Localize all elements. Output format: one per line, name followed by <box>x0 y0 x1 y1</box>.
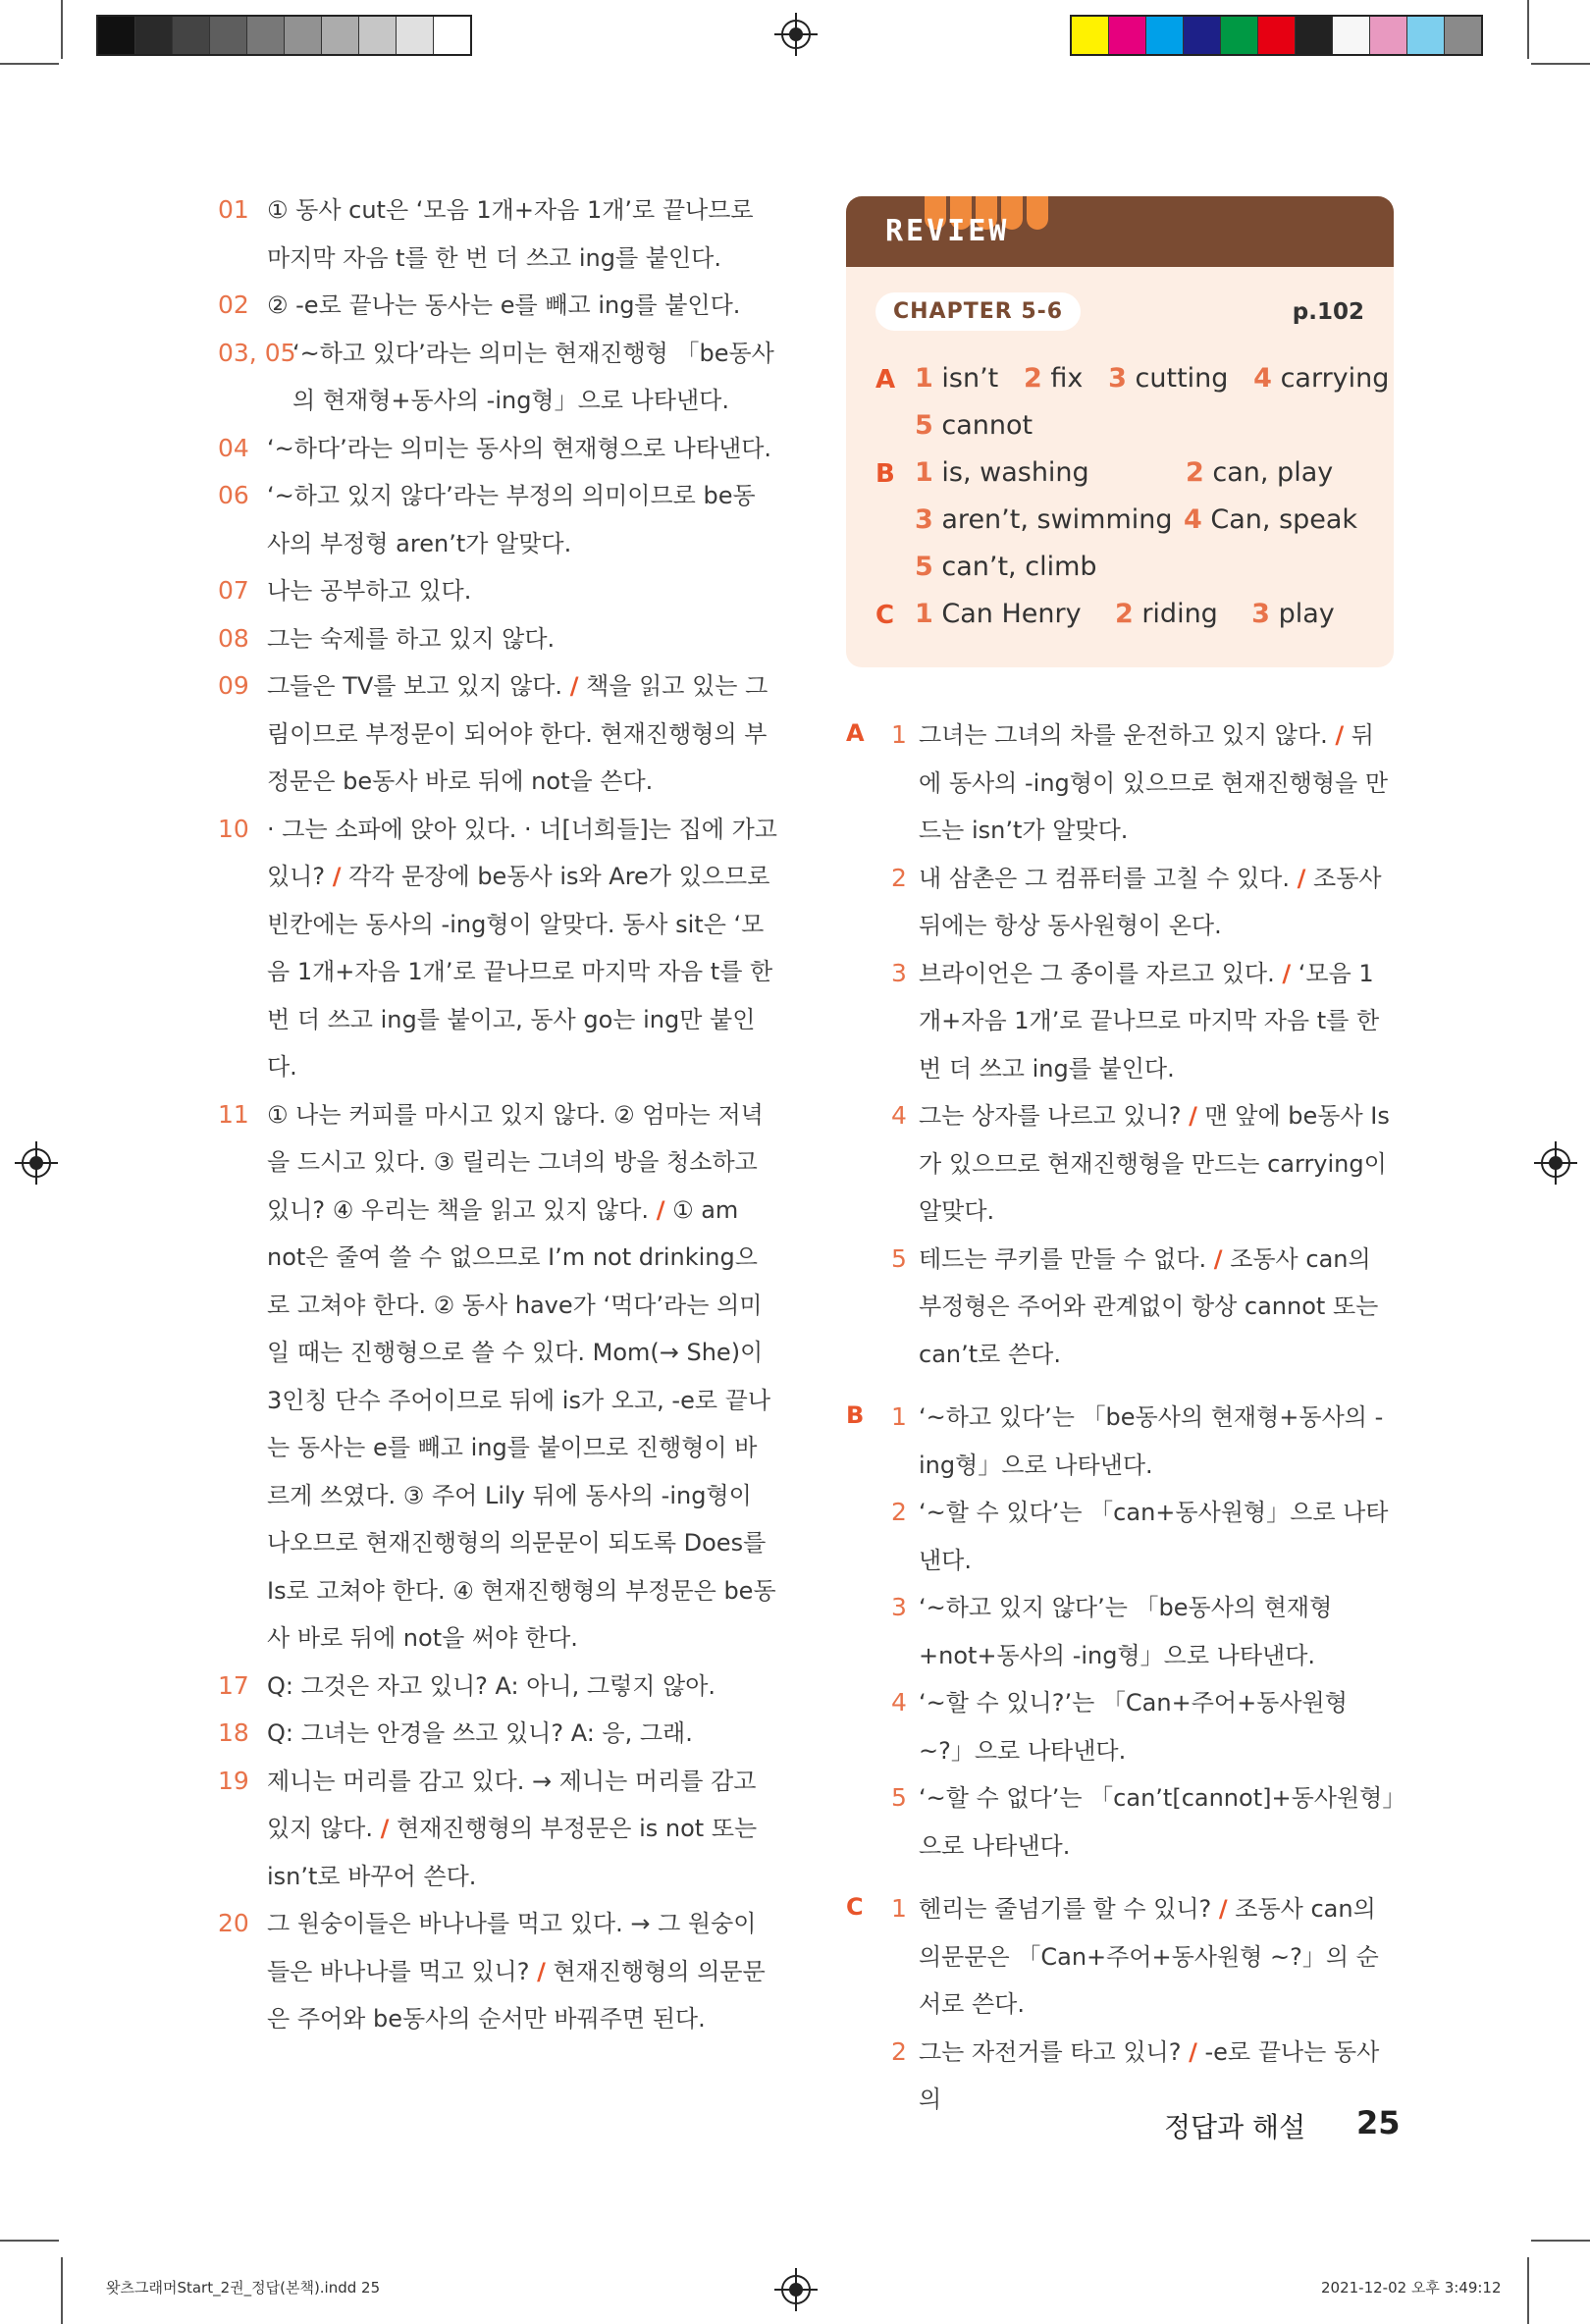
answer-text: Q: 그것은 자고 있니? A: 아니, 그렇지 않아. <box>267 1671 716 1700</box>
answer-item <box>218 806 777 1091</box>
section-letter: B <box>846 1401 865 1429</box>
review-header <box>846 196 1394 267</box>
item-number: 4 <box>891 1688 907 1717</box>
translation-text: ‘~할 수 있니?’는 「Can+주어+동사원형 ~?」으로 나타낸다. <box>919 1689 1348 1765</box>
explanation-text: 맨 앞에 be동사 Is가 있으므로 현재진행형을 만드는 carrying이 알맞다. <box>919 1102 1390 1225</box>
translation-text: 그녀는 그녀의 차를 운전하고 있지 않다. <box>919 721 1336 749</box>
page-reference: p.102 <box>1292 299 1364 325</box>
crop-mark <box>1527 0 1529 59</box>
explanation-item <box>846 1774 1396 1870</box>
explanation-item <box>846 1584 1396 1679</box>
explanation-item <box>846 855 1396 950</box>
review-answer-line: 1 Can Henry 2 riding 3 play <box>915 599 1335 629</box>
answer-number: 09 <box>218 671 249 700</box>
answer-item <box>218 186 777 282</box>
answer-number: 06 <box>218 481 249 509</box>
answer-number: 19 <box>218 1766 249 1795</box>
answer-text: Q: 그녀는 안경을 쓰고 있니? A: 응, 그래. <box>267 1719 693 1747</box>
review-section-letter: A <box>875 365 896 395</box>
review-answer-line: 5 cannot <box>915 410 1034 441</box>
footer-title: 정답과 해설 <box>1164 2111 1306 2143</box>
answer-number: 10 <box>218 814 249 843</box>
review-answer-line: 5 can’t, climb <box>915 552 1097 582</box>
explanation-text: -e로 끝나는 동사의 <box>919 2037 1380 2113</box>
registration-mark <box>781 20 811 49</box>
review-box <box>846 196 1394 667</box>
translation-text: ‘~할 수 있다’는 「can+동사원형」으로 나타낸다. <box>919 1499 1389 1574</box>
explanation-text: 현재진행형의 부정문은 is not 또는 isn’t로 바꾸어 쓴다. <box>267 1815 758 1890</box>
explanation-text: ① am not은 줄여 쓸 수 없으므로 I’m not drinking으로 고쳐야 한다. ② 동사 have가 ‘먹다’라는 의미일 때는 진행형으로 쓸 수 있다. Mom(→ She)이 3인칭 단수 주어이므로 뒤에 is가 오고, -e로 끝나는 동사는 e를 빼고 ing를 붙이므로 진행형이 바르게 쓰였다. ③ 주어 Lily 뒤에 동사의 -ing형이 나오므로 현재진행형의 의문문이 되도록 Does를 Is로 고쳐야 한다. ④ 현재진행형의 부정문은 be동사 바로 뒤에 not을 써야 한다. <box>267 1195 776 1652</box>
item-number: 5 <box>891 1783 907 1812</box>
crop-mark <box>0 63 59 65</box>
answer-item <box>218 1091 777 1663</box>
slug-filename: 왓츠그래머Start_2권_정답(본책).indd 25 <box>106 2279 381 2297</box>
explanation-item <box>846 2029 1396 2124</box>
answer-item <box>218 1710 777 1758</box>
answer-item <box>218 330 777 425</box>
slash-divider: / <box>1282 959 1292 987</box>
answer-text <box>267 662 777 806</box>
answer-text: 나는 공부하고 있다. <box>267 577 472 605</box>
slash-divider: / <box>569 672 579 700</box>
explanation-item <box>846 1394 1396 1489</box>
crop-mark <box>1531 2240 1590 2242</box>
review-answer-line: 4 Can, speak <box>1184 504 1358 535</box>
review-answer-line: 2 can, play <box>1186 457 1334 488</box>
answer-text <box>267 1900 777 2043</box>
explanation-text: 각각 문장에 be동사 is와 Are가 있으므로 빈칸에는 동사의 -ing형이 알맞다. 동사 sit은 ‘모음 1개+자음 1개’로 끝나므로 마지막 자음 t를 한 번 더 쓰고 ing를 붙이고, 동사 go는 ing만 붙인다. <box>267 863 773 1081</box>
section-letter: A <box>846 719 865 747</box>
translation-text: ‘~할 수 없다’는 「can’t[cannot]+동사원형」으로 나타낸다. <box>919 1784 1395 1860</box>
item-number: 2 <box>891 1498 907 1526</box>
slash-divider: / <box>1335 721 1345 749</box>
answer-number: 04 <box>218 433 249 462</box>
answer-item <box>218 282 777 330</box>
answer-item <box>218 615 777 663</box>
explanation-section <box>846 712 1396 1378</box>
crop-mark <box>0 2240 59 2242</box>
explanation-item <box>846 1679 1396 1774</box>
crop-mark <box>61 2257 63 2324</box>
answer-number: 07 <box>218 576 249 605</box>
explanation-text: 현재진행형의 의문문은 주어와 be동사의 순서만 바꿔주면 된다. <box>267 1957 766 2033</box>
slash-divider: / <box>1297 864 1306 892</box>
translation-text: · 그는 소파에 앉아 있다. · 너[너희들]는 집에 가고 있니? <box>267 815 777 890</box>
slash-divider: / <box>380 1815 390 1842</box>
slash-divider: / <box>332 863 342 890</box>
answer-item <box>218 1758 777 1901</box>
review-section-letter: C <box>875 601 895 630</box>
explanation-item <box>846 1236 1396 1379</box>
explanation-section <box>846 1394 1396 1870</box>
right-answer-column <box>846 712 1396 2124</box>
chapter-badge: CHAPTER 5-6 <box>875 292 1081 331</box>
review-answer-line: 1 isn’t 2 fix 3 cutting 4 carrying <box>915 363 1390 394</box>
item-number: 1 <box>891 1402 907 1431</box>
answer-number: 03, 05 <box>218 338 296 367</box>
translation-text: ‘~하고 있다’는 「be동사의 현재형+동사의 -ing형」으로 나타낸다. <box>919 1403 1384 1479</box>
item-number: 2 <box>891 2036 907 2066</box>
answer-item <box>218 472 777 567</box>
answer-number: 02 <box>218 290 249 319</box>
answer-text: ② -e로 끝나는 동사는 e를 빼고 ing를 붙인다. <box>267 291 741 319</box>
registration-mark <box>781 2275 811 2304</box>
item-number: 1 <box>891 720 907 749</box>
answer-item <box>218 1663 777 1711</box>
item-number: 4 <box>891 1101 907 1130</box>
answer-text: 그는 숙제를 하고 있지 않다. <box>267 624 556 653</box>
crop-mark <box>61 0 63 59</box>
answer-text: ‘~하고 있지 않다’라는 부정의 의미이므로 be동사의 부정형 aren’t가 알맞다. <box>267 482 756 557</box>
left-answer-column <box>218 186 777 2043</box>
translation-text: 내 삼촌은 그 컴퓨터를 고칠 수 있다. <box>919 864 1298 892</box>
answer-number: 18 <box>218 1718 249 1747</box>
explanation-item <box>846 950 1396 1093</box>
explanation-item <box>846 1092 1396 1236</box>
slash-divider: / <box>1218 1895 1228 1923</box>
crop-mark <box>1527 2257 1529 2324</box>
answer-text <box>267 1091 777 1663</box>
slash-divider: / <box>1213 1244 1223 1273</box>
slash-divider: / <box>1189 2037 1197 2066</box>
item-number: 3 <box>891 958 907 987</box>
answer-text: ‘~하다’라는 의미는 동사의 현재형으로 나타낸다. <box>267 434 772 462</box>
explanation-text: 조동사 can의 의문문은 「Can+주어+동사원형 ~?」의 순서로 쓴다. <box>919 1895 1379 2018</box>
slash-divider: / <box>537 1957 546 1985</box>
translation-text: 제니는 머리를 감고 있다. → 제니는 머리를 감고 있지 않다. <box>267 1767 757 1842</box>
review-title: REVIEW <box>885 214 1010 248</box>
review-section-letter: B <box>875 459 895 489</box>
answer-text: ① 동사 cut은 ‘모음 1개+자음 1개’로 끝나므로 마지막 자음 t를 한 번 더 쓰고 ing를 붙인다. <box>267 196 754 272</box>
item-number: 5 <box>891 1243 907 1273</box>
answer-item <box>218 425 777 473</box>
grayscale-bar <box>96 15 472 56</box>
translation-text: 그 원숭이들은 바나나를 먹고 있다. → 그 원숭이들은 바나나를 먹고 있니? <box>267 1910 757 1985</box>
slug-date: 2021-12-02 오후 3:49:12 <box>1321 2279 1502 2297</box>
explanation-text: 조동사 뒤에는 항상 동사원형이 온다. <box>919 864 1382 939</box>
explanation-item <box>846 1885 1396 2029</box>
section-letter: C <box>846 1893 864 1921</box>
color-bar <box>1070 15 1483 56</box>
explanation-item <box>846 1489 1396 1584</box>
page-number: 25 <box>1356 2104 1401 2141</box>
item-number: 1 <box>891 1894 907 1923</box>
translation-text: ① 나는 커피를 마시고 있지 않다. ② 엄마는 저녁을 드시고 있다. ③ 릴리는 그녀의 방을 청소하고 있니? ④ 우리는 책을 읽고 있지 않다. <box>267 1100 764 1224</box>
answer-number: 11 <box>218 1099 249 1129</box>
answer-item <box>218 567 777 615</box>
review-answer-line: 1 is, washing <box>915 457 1089 488</box>
translation-text: ‘~하고 있지 않다’는 「be동사의 현재형+not+동사의 -ing형」으로 나타낸다. <box>919 1594 1333 1669</box>
answer-number: 20 <box>218 1909 249 1937</box>
answer-item <box>218 662 777 806</box>
translation-text: 그는 상자를 나르고 있니? <box>919 1102 1190 1130</box>
translation-text: 그는 자전거를 타고 있니? <box>919 2037 1190 2066</box>
registration-mark <box>1541 1148 1570 1178</box>
item-number: 2 <box>891 863 907 892</box>
item-number: 3 <box>891 1593 907 1621</box>
translation-text: 브라이언은 그 종이를 자르고 있다. <box>919 959 1283 987</box>
explanation-text: 책을 읽고 있는 그림이므로 부정문이 되어야 한다. 현재진행형의 부정문은 be동사 바로 뒤에 not을 쓴다. <box>267 672 768 795</box>
explanation-text: 뒤에 동사의 -ing형이 있으므로 현재진행형을 만드는 isn’t가 알맞다. <box>919 721 1389 844</box>
translation-text: 그들은 TV를 보고 있지 않다. <box>267 672 570 700</box>
answer-text <box>267 1758 777 1901</box>
explanation-item <box>846 712 1396 855</box>
registration-mark <box>22 1148 51 1178</box>
explanation-section <box>846 1885 1396 2124</box>
translation-text: 테드는 쿠키를 만들 수 없다. <box>919 1244 1214 1273</box>
slash-divider: / <box>656 1195 665 1224</box>
answer-text: ‘~하고 있다’라는 의미는 현재진행형 「be동사의 현재형+동사의 -ing형」으로 나타낸다. <box>292 339 774 414</box>
crop-mark <box>1531 63 1590 65</box>
answer-number: 17 <box>218 1670 249 1700</box>
answer-item <box>218 1900 777 2043</box>
translation-text: 헨리는 줄넘기를 할 수 있니? <box>919 1895 1219 1923</box>
slash-divider: / <box>1189 1102 1197 1130</box>
answer-number: 01 <box>218 195 249 224</box>
answer-number: 08 <box>218 623 249 653</box>
review-answer-line: 3 aren’t, swimming <box>915 504 1173 535</box>
explanation-text: ‘모음 1개+자음 1개’로 끝나므로 마지막 자음 t를 한 번 더 쓰고 ing를 붙인다. <box>919 959 1380 1083</box>
explanation-text: 조동사 can의 부정형은 주어와 관계없이 항상 cannot 또는 can’t로 쓴다. <box>919 1244 1379 1368</box>
answer-text <box>267 806 777 1091</box>
